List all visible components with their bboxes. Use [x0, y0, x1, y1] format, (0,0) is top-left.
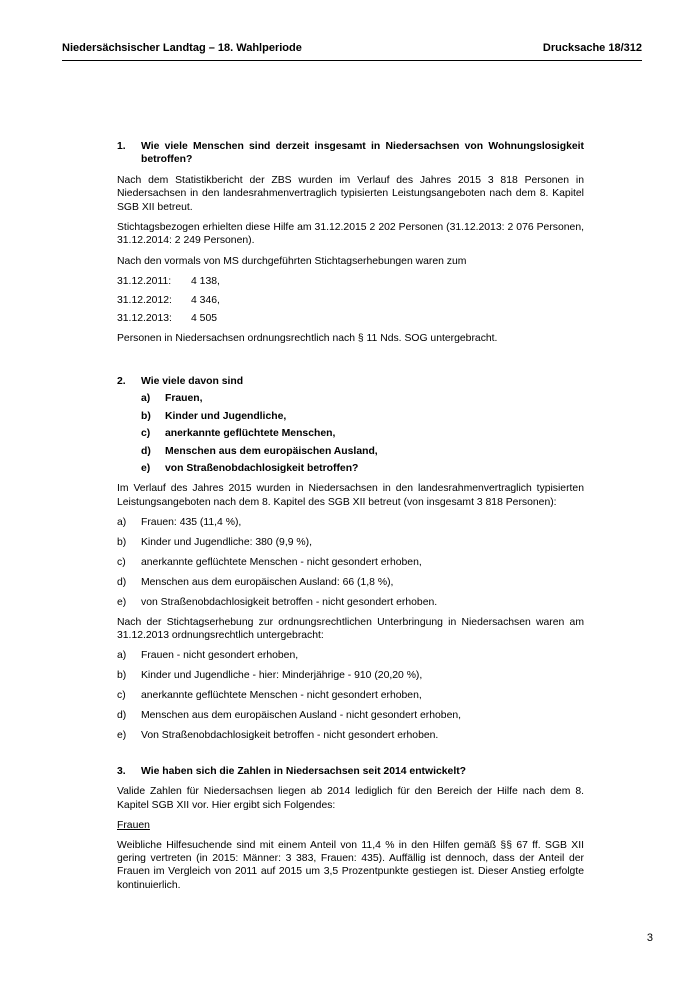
paragraph: Personen in Niedersachsen ordnungsrechtlich nach § 11 Nds. SOG untergebracht.	[117, 333, 498, 345]
date-label: 31.12.2011:	[117, 276, 172, 288]
answer-text: anerkannte geflüchtete Menschen - nicht gesondert erhoben,	[141, 690, 422, 702]
page-header	[62, 40, 642, 61]
sub-question-letter: a)	[141, 393, 151, 405]
answer-letter: d)	[117, 710, 127, 722]
document-body	[117, 140, 584, 899]
sub-question-text: Kinder und Jugendliche,	[165, 410, 287, 422]
sub-question	[141, 410, 584, 423]
answer-item	[117, 709, 584, 722]
answer-letter: d)	[117, 576, 127, 588]
answer-item	[117, 689, 584, 702]
subheading: Frauen	[117, 820, 150, 832]
sub-question-letter: d)	[141, 445, 151, 457]
question-text: Wie viele davon sind	[141, 375, 244, 387]
date-value: 4 505	[191, 313, 218, 325]
question-text: Wie viele Menschen sind derzeit insgesamt in Niedersachsen von Wohnungslosigkeit betroffen?	[141, 141, 584, 166]
answer-letter: c)	[117, 556, 126, 568]
date-row	[117, 294, 584, 307]
paragraph: Stichtagsbezogen erhielten diese Hilfe am 31.12.2015 2 202 Personen (31.12.2013: 2 076 Personen, 31.12.2014: 2 249 Personen).	[117, 222, 584, 247]
answer-letter: c)	[117, 690, 126, 702]
date-value: 4 138,	[191, 276, 220, 288]
answer-letter: b)	[117, 670, 127, 682]
answer-item	[117, 669, 584, 682]
paragraph: Nach dem Statistikbericht der ZBS wurden im Verlauf des Jahres 2015 3 818 Personen in Niedersachsen in den landesrahmenvertraglich typisierten Leistungsangeboten nach dem 8. Kapitel SGB XII betreut.	[117, 174, 584, 213]
answer-item	[117, 556, 584, 569]
question-text: Wie haben sich die Zahlen in Niedersachsen seit 2014 entwickelt?	[141, 766, 467, 777]
sub-question-letter: b)	[141, 410, 151, 422]
sub-question	[141, 392, 584, 405]
paragraph: Weibliche Hilfesuchende sind mit einem Anteil von 11,4 % in den Hilfen gemäß §§ 67 ff. SGB XII gering vertreten (in 2015: Männer: 3 383, Frauen: 435). Auffällig ist dennoch, dass der Anteil der Frauen im Vergleich von 2011 auf 2015 um 3,5 Prozentpunkte gestiegen ist. Dieser Anstieg erfolgte kontinuierlich.	[117, 839, 584, 891]
answer-item	[117, 729, 584, 742]
answer-text: Frauen: 435 (11,4 %),	[141, 517, 242, 529]
answer-letter: a)	[117, 650, 127, 662]
date-row	[117, 312, 584, 325]
answer-item	[117, 576, 584, 589]
sub-question-letter: c)	[141, 428, 151, 440]
date-row	[117, 275, 584, 288]
date-label: 31.12.2013:	[117, 313, 172, 325]
answer-item	[117, 536, 584, 549]
answer-text: von Straßenobdachlosigkeit betroffen - nicht gesondert erhoben.	[141, 596, 438, 608]
question-number: 3.	[117, 766, 126, 777]
date-value: 4 346,	[191, 294, 220, 306]
answer-text: anerkannte geflüchtete Menschen - nicht gesondert erhoben,	[141, 556, 422, 568]
paragraph: Nach der Stichtagserhebung zur ordnungsrechtlichen Unterbringung in Niedersachsen waren am 31.12.2013 ordnungsrechtlich untergebracht:	[117, 616, 584, 642]
question-2	[117, 375, 584, 388]
paragraph: Valide Zahlen für Niedersachsen liegen ab 2014 lediglich für den Bereich der Hilfe nach dem 8. Kapitel SGB XII vor. Hier ergibt sich Folgendes:	[117, 786, 584, 811]
sub-question-text: von Straßenobdachlosigkeit betroffen?	[165, 462, 359, 474]
answer-letter: e)	[117, 730, 127, 742]
answer-item	[117, 516, 584, 529]
answer-text: Menschen aus dem europäischen Ausland: 66 (1,8 %),	[141, 576, 394, 588]
sub-question-letter: e)	[141, 462, 151, 474]
paragraph: Im Verlauf des Jahres 2015 wurden in Niedersachsen in den landesrahmenvertraglich typisierten Leistungsangeboten nach dem 8. Kapitel des SGB XII betreut (von insgesamt 3 818 Personen):	[117, 483, 584, 508]
sub-question-text: Menschen aus dem europäischen Ausland,	[165, 445, 378, 457]
document-number: Drucksache 18/312	[542, 42, 642, 54]
paragraph: Nach den vormals von MS durchgeführten Stichtagserhebungen waren zum	[117, 255, 467, 267]
date-label: 31.12.2012:	[117, 294, 172, 306]
answer-text: Menschen aus dem europäischen Ausland - nicht gesondert erhoben,	[141, 710, 462, 722]
question-1	[117, 140, 584, 167]
page-number: 3	[646, 932, 653, 944]
answer-letter: a)	[117, 517, 127, 529]
answer-item	[117, 596, 584, 609]
sub-question	[141, 445, 584, 458]
answer-text: Frauen - nicht gesondert erhoben,	[141, 650, 299, 662]
sub-question	[141, 427, 584, 440]
answer-text: Von Straßenobdachlosigkeit betroffen - nicht gesondert erhoben.	[141, 730, 439, 742]
answer-text: Kinder und Jugendliche - hier: Minderjährige - 910 (20,20 %),	[141, 670, 423, 682]
question-number: 1.	[117, 141, 126, 152]
answer-text: Kinder und Jugendliche: 380 (9,9 %),	[141, 537, 312, 549]
sub-question-text: anerkannte geflüchtete Menschen,	[165, 428, 336, 440]
answer-item	[117, 649, 584, 662]
question-number: 2.	[117, 375, 126, 387]
sub-question-text: Frauen,	[165, 393, 203, 405]
question-3	[117, 765, 584, 778]
answer-letter: b)	[117, 537, 127, 549]
sub-question	[141, 462, 584, 475]
answer-letter: e)	[117, 596, 127, 608]
header-title: Niedersächsischer Landtag – 18. Wahlperiode	[62, 42, 302, 54]
